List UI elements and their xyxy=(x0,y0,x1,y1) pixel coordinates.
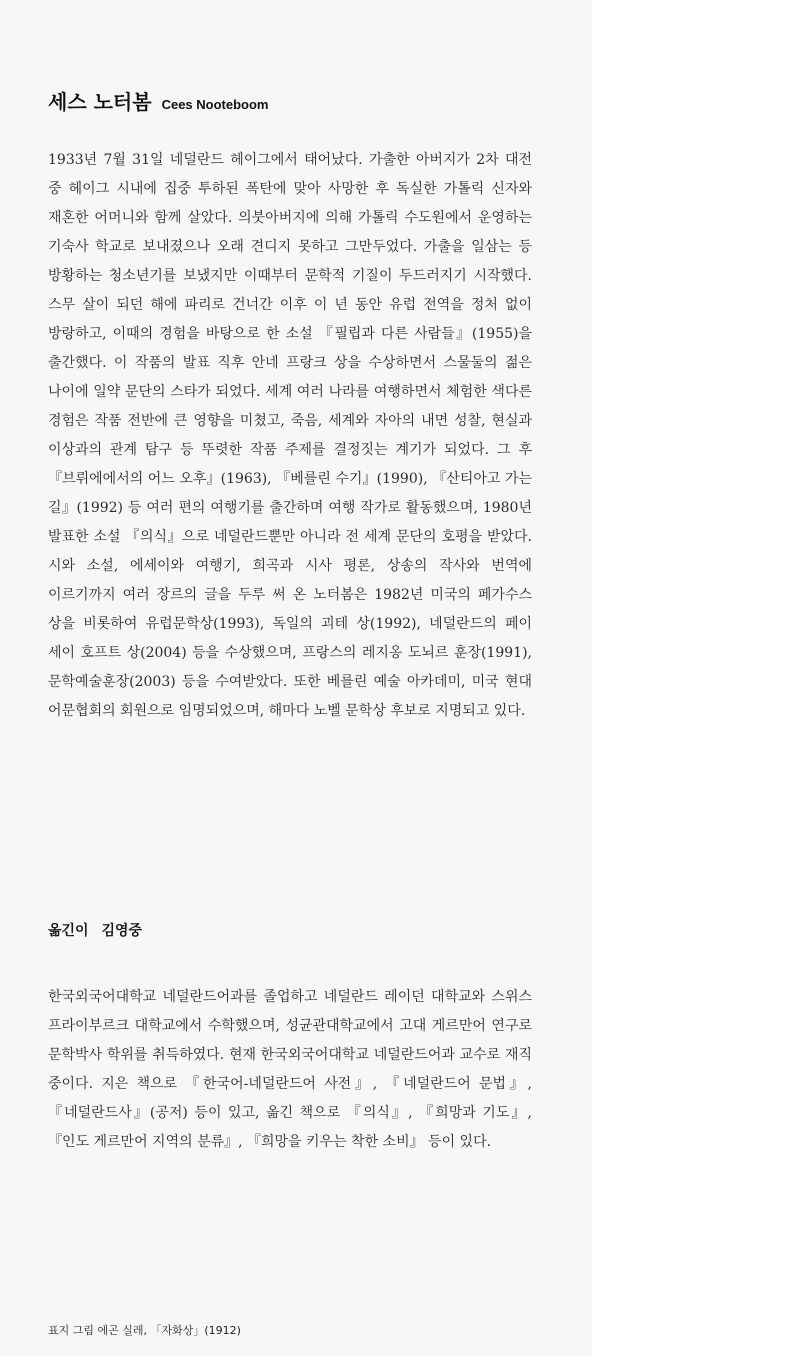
cover-art-credit: 표지 그림 에곤 실레, 「자화상」(1912) xyxy=(48,1324,241,1337)
author-heading xyxy=(48,86,268,115)
translator-role-label: 옮긴이 xyxy=(48,923,89,939)
translator-name: 김영중 xyxy=(101,923,143,939)
author-biography: 1933년 7월 31일 네덜란드 헤이그에서 태어났다. 가출한 아버지가 2차 대전 중 헤이그 시내에 집중 투하된 폭탄에 맞아 사망한 후 독실한 가톨릭 신자와 재혼한 어머니와 함께 살았다. 의붓아버지에 의해 가톨릭 수도원에서 운영하는 기숙사 학교로 보내졌으나 오래 견디지 못하고 그만두었다. 가출을 일삼는 등 방황하는 청소년기를 보냈지만 이때부터 문학적 기질이 두드러지기 시작했다. 스무 살이 되던 해에 파리로 건너간 이후 이 년 동안 유럽 전역을 정처 없이 방랑하고, 이때의 경험을 바탕으로 한 소설 『필립과 다른 사람들』(1955)을 출간했다. 이 작품의 발표 직후 안네 프랑크 상을 수상하면서 스물둘의 젊은 나이에 일약 문단의 스타가 되었다. 세계 여러 나라를 여행하면서 체험한 색다른 경험은 작품 전반에 큰 영향을 미쳤고, 죽음, 세계와 자아의 내면 성찰, 현실과 이상과의 관계 탐구 등 뚜렷한 작품 주제를 결정짓는 계기가 되었다. 그 후 『브뤼에에서의 어느 오후』(1963), 『베를린 수기』(1990), 『산티아고 가는 길』(1992) 등 여러 편의 여행기를 출간하며 여행 작가로 활동했으며, 1980년 발표한 소설 『의식』으로 네덜란드뿐만 아니라 전 세계 문단의 호평을 받았다. 시와 소설, 에세이와 여행기, 희곡과 시사 평론, 상송의 작사와 번역에 이르기까지 여러 장르의 글을 두루 써 온 노터봄은 1982년 미국의 페가수스 상을 비롯하여 유럽문학상(1993), 독일의 괴테 상(1992), 네덜란드의 페이 세이 호프트 상(2004) 등을 수상했으며, 프랑스의 레지옹 도뇌르 훈장(1991), 문학예술훈장(2003) 등을 수여받았다. 또한 베를린 예술 아카데미, 미국 현대 어문협회의 회원으로 임명되었으며, 해마다 노벨 문학상 후보로 지명되고 있다. xyxy=(48,152,532,719)
author-name: 세스 노터봄 xyxy=(48,90,152,114)
translator-heading xyxy=(48,920,142,940)
translator-biography: 한국외국어대학교 네덜란드어과를 졸업하고 네덜란드 레이던 대학교와 스위스 프라이부르크 대학교에서 수학했으며, 성균관대학교에서 고대 게르만어 연구로 문학박사 학위를 취득하였다. 현재 한국외국어대학교 네덜란드어과 교수로 재직 중이다. 지은 책으로 『한국어-네덜란드어 사전』, 『네덜란드어 문법』, 『네덜란드사』(공저) 등이 있고, 옮긴 책으로 『의식』, 『희망과 기도』, 『인도 게르만어 지역의 분류』, 『희망을 키우는 착한 소비』 등이 있다. xyxy=(48,989,532,1150)
author-latin-name: Cees Nooteboom xyxy=(161,97,269,112)
